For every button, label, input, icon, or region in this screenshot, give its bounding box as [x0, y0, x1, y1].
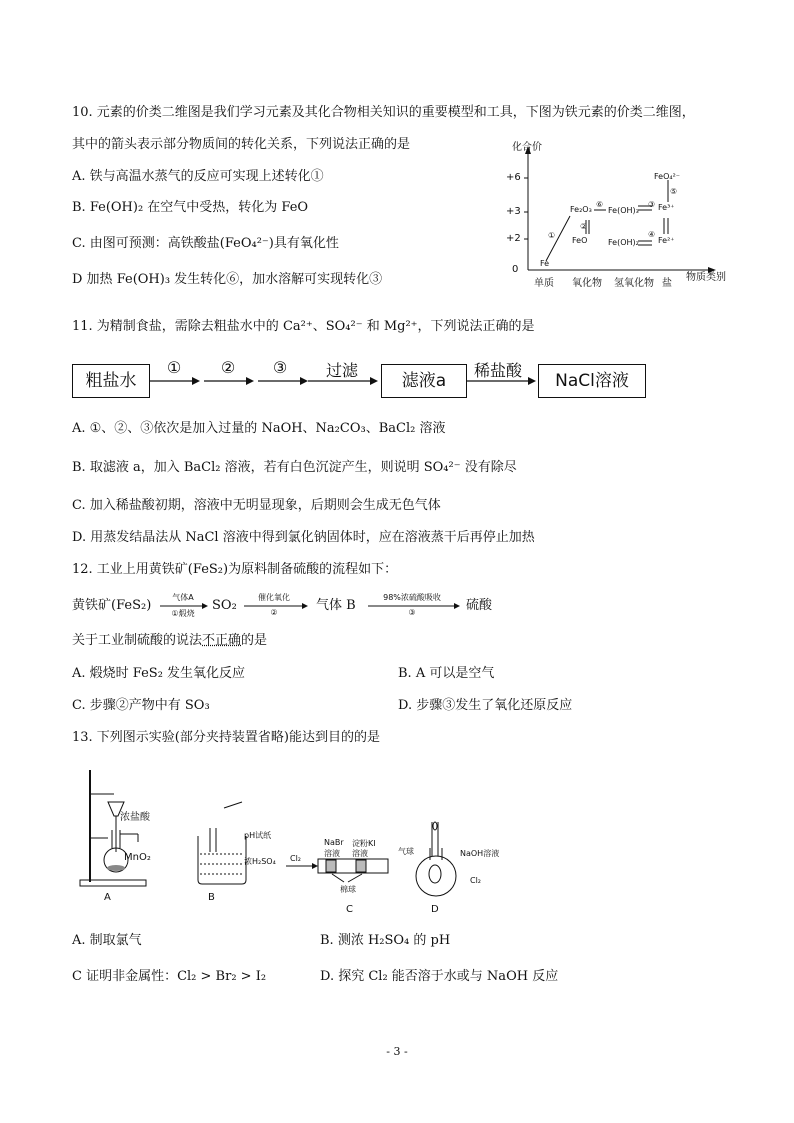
q11-option-d: D. 用蒸发结晶法从 NaCl 溶液中得到氯化钠固体时，应在溶液蒸干后再停止加热 [72, 530, 535, 545]
figure-c-label-nabr: NaBr [324, 838, 344, 847]
q11-option-a: A. ①、②、③依次是加入过量的 NaOH、Na₂CO₃、BaCl₂ 溶液 [72, 421, 446, 436]
figure-c-label-starch-ki-solution: 溶液 [352, 849, 368, 858]
xcat-element: 单质 [534, 278, 554, 289]
q10-option-d: D 加热 Fe(OH)₃ 发生转化⑥，加水溶解可实现转化③ [72, 272, 383, 287]
q10-option-a: A. 铁与高温水蒸气的反应可实现上述转化① [72, 169, 324, 184]
q12-option-d: D. 步骤③发生了氧化还原反应 [398, 698, 573, 713]
q12-sub-emphasis: 不正确 [202, 633, 242, 648]
figure-a-label-hcl: 浓盐酸 [120, 812, 150, 823]
arrow-label-2: ② [580, 222, 588, 231]
q13-option-a: A. 制取氯气 [72, 933, 142, 948]
q11-option-b: B. 取滤液 a，加入 BaCl₂ 溶液，若有白色沉淀产生，则说明 SO₄²⁻ 没有除尽 [72, 460, 517, 475]
figure-c-label-cl2: Cl₂ [290, 854, 302, 863]
xcat-oxide: 氧化物 [572, 278, 602, 289]
arrow-label-4: ④ [648, 230, 656, 239]
species-feoh2: Fe(OH)₂ [608, 238, 639, 247]
figure-a-apparatus [78, 768, 168, 892]
q13-stem: 13. 下列图示实验(部分夹持装置省略)能达到目的的是 [72, 730, 380, 745]
flow-box-filtrate: 滤液a [381, 364, 467, 398]
q12-sub-pre: 关于工业制硫酸的说法 [72, 633, 203, 648]
q10-option-c: C. 由图可预测：高铁酸盐(FeO₄²⁻)具有氧化性 [72, 236, 339, 251]
q10-option-b: B. Fe(OH)₂ 在空气中受热，转化为 FeO [72, 200, 309, 215]
flow-step-filter: 过滤 [325, 361, 358, 380]
flow-arrow1-top: 气体A [172, 593, 194, 602]
xcat-salt: 盐 [662, 278, 672, 289]
flow-step-3: ③ [272, 358, 288, 377]
q13-option-d: D. 探究 Cl₂ 能否溶于水或与 NaOH 反应 [320, 969, 559, 984]
figure-b-caption: B [208, 892, 215, 903]
flow-arrow3-top: 98%浓硫酸吸收 [383, 593, 441, 602]
species-feo4: FeO₄²⁻ [654, 172, 681, 181]
flow-arrow2-bottom: ② [270, 608, 278, 617]
diagram-xlabel: 物质类别 [686, 272, 726, 283]
arrow-label-1: ① [548, 231, 556, 240]
figure-d-label-naoh: NaOH溶液 [460, 849, 500, 858]
arrow-label-3: ③ [648, 200, 656, 209]
flow-gas-b: 气体 B [316, 598, 356, 613]
flow-arrow2-top: 催化氧化 [258, 593, 290, 602]
arrow-label-6: ⑥ [596, 200, 604, 209]
xcat-hydroxide: 氢氧化物 [614, 278, 654, 289]
page-number: - 3 - [386, 1045, 408, 1058]
figure-b-label-acid: 浓H₂SO₄ [244, 857, 276, 866]
species-feoh3: Fe(OH)₃ [608, 206, 639, 215]
q11-option-c: C. 加入稀盐酸初期，溶液中无明显现象，后期则会生成无色气体 [72, 498, 441, 513]
flow-box-nacl: NaCl溶液 [538, 364, 646, 398]
q12-sub-post: 的是 [241, 633, 268, 648]
figure-a-caption: A [104, 892, 111, 903]
diagram-ylabel: 化合价 [512, 142, 542, 153]
figure-c-label-nabr-solution: 溶液 [324, 849, 340, 858]
figure-c-label-cotton: 棉球 [340, 885, 356, 894]
q10-stem-line1: 10. 元素的价类二维图是我们学习元素及其化合物相关知识的重要模型和工具，下图为铁元素的价类二维图， [72, 105, 695, 120]
q11-stem: 11. 为精制食盐，需除去粗盐水中的 Ca²⁺、SO₄²⁻ 和 Mg²⁺，下列说法正确的是 [72, 319, 535, 334]
species-fe2: Fe²⁺ [658, 236, 675, 245]
figure-a-label-mno2: MnO₂ [124, 852, 151, 863]
figure-d-caption: D [431, 904, 439, 915]
flow-step-1: ① [166, 358, 182, 377]
flow-so2: SO₂ [212, 598, 237, 613]
figure-b-apparatus [196, 808, 256, 888]
figure-d-apparatus [412, 822, 462, 898]
species-fe2o3: Fe₂O₃ [570, 205, 592, 214]
ytick-plus2: +2 [506, 233, 521, 244]
ytick-plus3: +3 [506, 206, 521, 217]
figure-d-label-balloon: 气球 [398, 847, 414, 856]
figure-b-label-ph-paper: pH试纸 [244, 831, 272, 840]
q12-option-c: C. 步骤②产物中有 SO₃ [72, 698, 210, 713]
figure-c-caption: C [346, 904, 353, 915]
flow-box-crude-brine: 粗盐水 [72, 364, 150, 398]
q13-option-b: B. 测浓 H₂SO₄ 的 pH [320, 933, 451, 948]
species-fe: Fe [540, 259, 550, 268]
q13-option-c: C 证明非金属性：Cl₂ > Br₂ > I₂ [72, 969, 267, 984]
ytick-plus6: +6 [506, 172, 521, 183]
species-feo: FeO [572, 236, 588, 245]
flow-step-2: ② [220, 358, 236, 377]
flow-arrow1-bottom: ①煅烧 [171, 609, 195, 618]
species-fe3: Fe³⁺ [658, 203, 675, 212]
figure-d-label-cl2: Cl₂ [470, 876, 482, 885]
flow-arrow3-bottom: ③ [408, 608, 416, 617]
q10-stem-line2: 其中的箭头表示部分物质间的转化关系，下列说法正确的是 [72, 137, 411, 152]
figure-c-label-starch-ki: 淀粉KI [352, 839, 376, 848]
arrow-label-5: ⑤ [670, 187, 678, 196]
q12-subquestion [72, 632, 267, 650]
flow-pyrite: 黄铁矿(FeS₂) [72, 598, 152, 613]
flow-sulfuric-acid: 硫酸 [466, 598, 493, 613]
q12-stem: 12. 工业上用黄铁矿(FeS₂)为原料制备硫酸的流程如下： [72, 562, 398, 577]
flow-step-acid: 稀盐酸 [473, 361, 522, 380]
q12-option-a: A. 煅烧时 FeS₂ 发生氧化反应 [72, 666, 246, 681]
q12-option-b: B. A 可以是空气 [398, 666, 495, 681]
ytick-zero: 0 [512, 264, 519, 275]
